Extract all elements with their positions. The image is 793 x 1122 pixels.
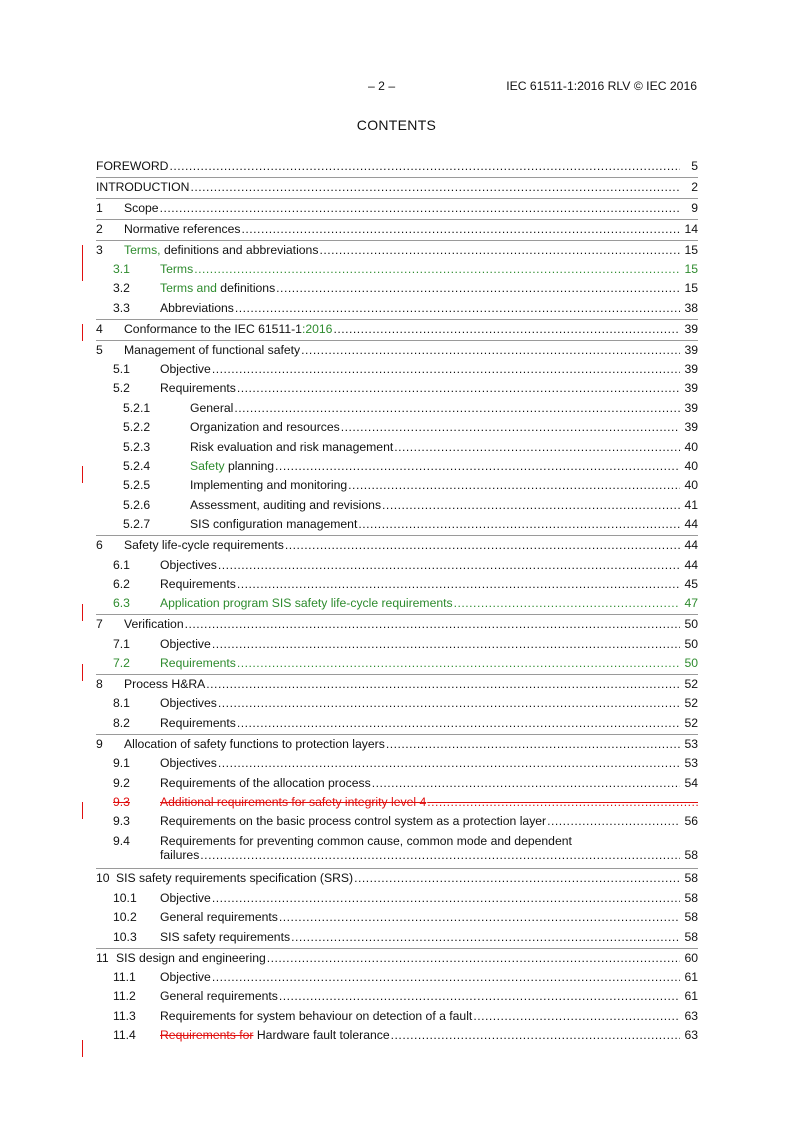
toc-entry-number: 5.2.3	[123, 439, 151, 454]
toc-entry[interactable]	[96, 319, 698, 339]
toc-entry-page: 39	[684, 362, 698, 377]
toc-entry-page: 52	[684, 696, 698, 711]
toc-entry-page: 15	[684, 281, 698, 296]
toc-entry[interactable]	[96, 438, 698, 457]
toc-entry-page: 39	[684, 400, 698, 415]
contents-title: CONTENTS	[356, 117, 437, 133]
toc-entry[interactable]	[96, 674, 698, 694]
toc-entry-number: 11	[96, 950, 109, 965]
toc-entry-title: SIS design and engineering	[116, 950, 266, 965]
toc-entry-number: 5.2.6	[123, 497, 151, 512]
toc-entry-page: 14	[684, 221, 698, 236]
toc-entry[interactable]	[96, 575, 698, 594]
toc-entry-page: 5	[691, 158, 698, 173]
toc-entry-page: 53	[684, 736, 698, 751]
toc-entry[interactable]	[96, 774, 698, 793]
toc-entry[interactable]	[96, 694, 698, 713]
page-header	[0, 79, 793, 95]
toc-entry-deleted[interactable]	[96, 793, 698, 812]
toc-entry[interactable]	[96, 812, 698, 831]
toc-entry-page: 2	[691, 179, 698, 194]
toc-entry-title: Objective	[160, 362, 211, 377]
toc-entry-page: 61	[684, 989, 698, 1004]
toc-entry[interactable]	[96, 515, 698, 534]
toc-entry-page: 54	[684, 775, 698, 790]
toc-entry[interactable]	[96, 868, 698, 888]
toc-entry[interactable]	[96, 948, 698, 968]
toc-entry-number: 8	[96, 677, 103, 692]
toc-entry-number: 5.2.5	[123, 478, 151, 493]
toc-entry-page: 58	[684, 847, 698, 862]
toc-entry-number: 6	[96, 538, 103, 553]
toc-entry-number: 5.2.7	[123, 517, 151, 532]
toc-entry[interactable]	[96, 379, 698, 398]
inserted-text: Safety	[190, 459, 225, 474]
toc-entry-page: 58	[684, 871, 698, 886]
change-bar	[82, 604, 83, 621]
toc-entry[interactable]	[96, 1026, 698, 1045]
toc-entry-number: 8.2	[113, 715, 130, 730]
toc-entry[interactable]	[96, 177, 698, 197]
toc-entry-page: 44	[684, 517, 698, 532]
toc-entry-title: Requirements	[160, 576, 236, 591]
toc-entry-title: SIS safety requirements	[160, 929, 291, 944]
toc-entry-title: Objectives	[160, 756, 217, 771]
toc-entry-number: 4	[96, 321, 103, 336]
toc-entry-page: 40	[684, 459, 698, 474]
toc-entry[interactable]	[96, 714, 698, 733]
toc-entry-title: Objectives	[160, 696, 217, 711]
page-number: – 2 –	[368, 79, 396, 93]
toc-entry[interactable]	[96, 399, 698, 418]
toc-entry-page: 39	[684, 342, 698, 357]
change-bar	[82, 802, 83, 819]
toc-entry-page: 39	[684, 381, 698, 396]
toc-entry-page: 58	[684, 890, 698, 905]
toc-entry-page: 52	[684, 715, 698, 730]
toc-entry-number: 6.2	[113, 576, 130, 591]
toc-entry[interactable]	[96, 360, 698, 379]
toc-entry-title: Conformance to the IEC 61511-1	[124, 321, 302, 336]
toc-entry[interactable]	[96, 457, 698, 476]
change-bar	[82, 664, 83, 681]
toc-entry-number: 10.2	[113, 910, 137, 925]
toc-entry-page: 45	[684, 576, 698, 591]
toc-entry-number: 5.2.1	[123, 400, 151, 415]
toc-entry-number: 2	[96, 221, 103, 236]
toc-entry-page: 47	[684, 596, 698, 611]
toc-entry[interactable]	[96, 594, 698, 613]
toc-entry[interactable]	[96, 734, 698, 754]
toc-entry-page: 50	[684, 656, 698, 671]
toc-entry-page: 41	[684, 497, 698, 512]
inserted-text: :2016	[301, 321, 333, 336]
toc-entry[interactable]	[96, 496, 698, 515]
toc-entry-number: 7.1	[113, 636, 130, 651]
toc-entry-number: 11.3	[113, 1008, 136, 1023]
toc-entry-title: SIS safety requirements specification (SRS)	[116, 871, 354, 886]
toc-entry-number: 6.1	[113, 557, 130, 572]
toc-entry-page: 39	[684, 420, 698, 435]
toc-entry-page: 15	[684, 261, 698, 276]
toc-entry-title: definitions	[216, 281, 276, 296]
toc-entry-number: 3	[96, 242, 103, 257]
toc-entry-page: 61	[684, 969, 698, 984]
toc-entry-page: 15	[684, 242, 698, 257]
toc-entry-title: General	[190, 400, 234, 415]
toc-entry[interactable]	[96, 476, 698, 495]
toc-entry[interactable]	[96, 418, 698, 437]
toc-entry[interactable]	[96, 654, 698, 673]
toc-entry-number: 5.1	[113, 362, 130, 377]
toc-entry[interactable]	[96, 889, 698, 908]
toc-entry-page: 63	[684, 1028, 698, 1043]
toc-entry-title: Requirements of the allocation process	[160, 775, 371, 790]
toc-entry-title: Organization and resources	[190, 420, 340, 435]
toc-entry-title: SIS configuration management	[190, 517, 358, 532]
toc-entry-page: 38	[684, 300, 698, 315]
toc-entry-number: 7	[96, 617, 103, 632]
toc-entry[interactable]	[96, 1007, 698, 1026]
toc-entry-page: 9	[691, 200, 698, 215]
toc-entry[interactable]	[96, 535, 698, 555]
toc-entry-title: Scope	[124, 200, 159, 215]
toc-entry-page: 58	[684, 910, 698, 925]
table-of-contents	[96, 156, 698, 1046]
toc-entry-title: Normative references	[124, 221, 241, 236]
toc-entry[interactable]	[96, 279, 698, 298]
toc-entry-title: Requirements	[160, 715, 236, 730]
toc-entry-title: Objective	[160, 890, 211, 905]
toc-entry-title: Requirements	[160, 656, 236, 671]
toc-entry-number: 9.4	[113, 833, 130, 848]
toc-entry-number: 10.1	[113, 890, 137, 905]
toc-entry-title: General requirements	[160, 989, 278, 1004]
toc-entry-number: 1	[96, 200, 103, 215]
toc-entry-title: Objective	[160, 636, 211, 651]
toc-entry[interactable]	[96, 260, 698, 279]
toc-entry-page: 40	[684, 478, 698, 493]
toc-entry-number: 11.1	[113, 969, 136, 984]
toc-entry-number: 5.2.2	[123, 420, 151, 435]
toc-entry[interactable]	[96, 219, 698, 239]
toc-entry-title: INTRODUCTION	[96, 179, 190, 194]
toc-entry-page: 50	[684, 617, 698, 632]
toc-entry-number: 5	[96, 342, 103, 357]
toc-entry-title: Requirements on the basic process control system as a protection layer	[160, 814, 547, 829]
toc-entry-number: 9	[96, 736, 103, 751]
change-bar	[82, 245, 83, 281]
toc-entry[interactable]	[96, 614, 698, 634]
toc-entry-title: definitions and abbreviations	[160, 242, 319, 257]
toc-entry-page: 39	[684, 321, 698, 336]
toc-entry-number: 6.3	[113, 596, 130, 611]
toc-entry-number: 11.2	[113, 989, 136, 1004]
toc-entry-title: Requirements for preventing common cause, common mode and dependent	[160, 833, 572, 848]
deleted-text: Requirements for	[160, 1028, 254, 1043]
toc-entry[interactable]	[96, 240, 698, 260]
toc-entry-title: Management of functional safety	[124, 342, 301, 357]
toc-entry-title: Assessment, auditing and revisions	[190, 497, 382, 512]
toc-entry[interactable]	[96, 832, 698, 868]
toc-entry-number: 10	[96, 871, 110, 886]
toc-entry-page: 63	[684, 1008, 698, 1023]
toc-entry-number: 9.1	[113, 756, 130, 771]
toc-entry-number: 5.2	[113, 381, 130, 396]
toc-entry[interactable]	[96, 635, 698, 654]
change-bar	[82, 1040, 83, 1057]
toc-entry-title: Requirements for system behaviour on detection of a fault	[160, 1008, 473, 1023]
toc-entry-number: 3.1	[113, 261, 130, 276]
toc-entry-page: 44	[684, 557, 698, 572]
toc-entry-title: Allocation of safety functions to protection layers	[124, 736, 385, 751]
toc-entry-title: Requirements	[160, 381, 236, 396]
toc-entry-title: Process H&RA	[124, 677, 206, 692]
toc-entry-title: Application program SIS safety life-cycle requirements	[160, 596, 453, 611]
toc-entry[interactable]	[96, 987, 698, 1006]
toc-entry-title: Verification	[124, 617, 184, 632]
toc-entry-title: General requirements	[160, 910, 278, 925]
toc-entry[interactable]	[96, 340, 698, 360]
toc-entry-title: Safety life-cycle requirements	[124, 538, 284, 553]
toc-entry-number: 9.3	[113, 795, 130, 810]
toc-entry-page: 50	[684, 636, 698, 651]
toc-entry-page: 52	[684, 677, 698, 692]
toc-entry-title: Objectives	[160, 557, 217, 572]
toc-entry-number: 3.3	[113, 300, 130, 315]
standard-reference: IEC 61511-1:2016 RLV © IEC 2016	[506, 79, 697, 93]
toc-entry[interactable]	[96, 754, 698, 773]
toc-entry-page: 58	[684, 929, 698, 944]
toc-entry-number: 8.1	[113, 696, 130, 711]
toc-entry-title: Additional requirements for safety integrity level 4	[160, 795, 427, 810]
toc-entry-title: Abbreviations	[160, 300, 234, 315]
toc-entry-number: 11.4	[113, 1028, 136, 1043]
toc-entry-number: 7.2	[113, 656, 130, 671]
toc-entry[interactable]	[96, 928, 698, 947]
toc-entry-page: 44	[684, 538, 698, 553]
toc-entry-title: FOREWORD	[96, 158, 169, 173]
toc-entry-title: planning	[224, 459, 275, 474]
toc-entry-number: 9.3	[113, 814, 130, 829]
toc-entry-title: Risk evaluation and risk management	[190, 439, 394, 454]
toc-entry-page: 60	[684, 950, 698, 965]
toc-entry-number: 3.2	[113, 281, 130, 296]
toc-entry-number: 10.3	[113, 929, 137, 944]
toc-entry[interactable]	[96, 968, 698, 987]
inserted-text: Terms and	[160, 281, 217, 296]
toc-entry-number: 9.2	[113, 775, 130, 790]
toc-entry[interactable]	[96, 556, 698, 575]
toc-entry-page: 53	[684, 756, 698, 771]
toc-entry[interactable]	[96, 299, 698, 318]
toc-entry-title: Objective	[160, 969, 211, 984]
change-bar	[82, 324, 83, 341]
toc-entry-title: Terms	[160, 261, 194, 276]
toc-entry[interactable]	[96, 157, 698, 176]
toc-entry-title: Implementing and monitoring	[190, 478, 348, 493]
toc-entry-page: 56	[684, 814, 698, 829]
inserted-text: Terms,	[124, 242, 161, 257]
toc-entry-number: 5.2.4	[123, 459, 151, 474]
change-bar	[82, 466, 83, 483]
toc-entry-title: Hardware fault tolerance	[253, 1028, 390, 1043]
toc-entry[interactable]	[96, 198, 698, 218]
toc-entry[interactable]	[96, 908, 698, 927]
toc-entry-page: 40	[684, 439, 698, 454]
toc-entry-title-continued: failures	[160, 847, 200, 862]
